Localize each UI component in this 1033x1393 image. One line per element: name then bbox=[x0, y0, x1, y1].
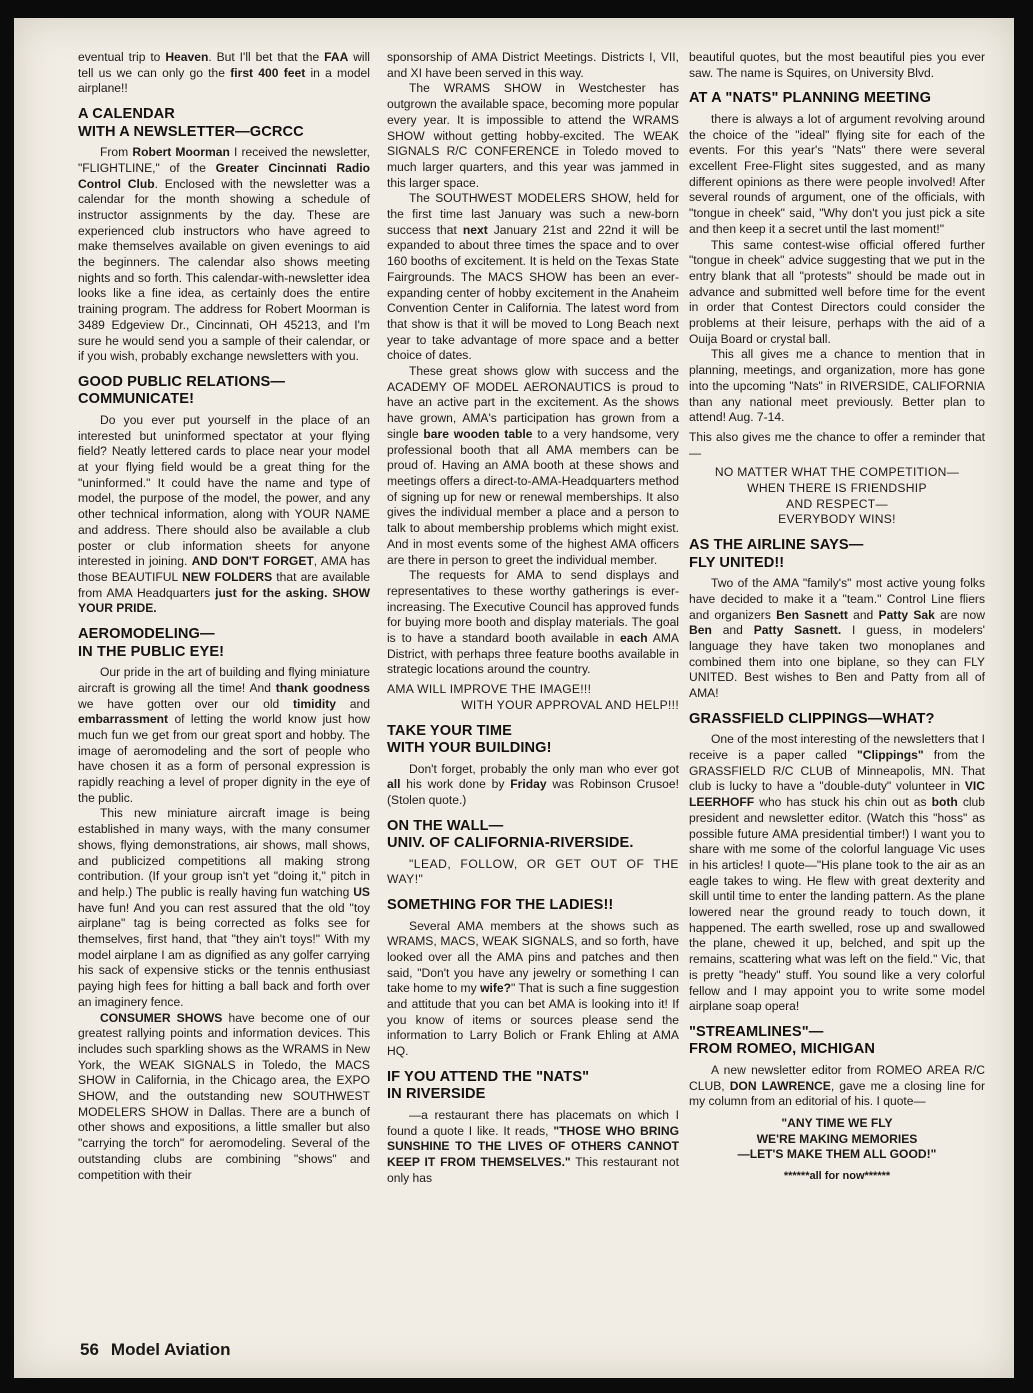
paragraph: Our pride in the art of building and flying miniature aircraft is growing all the time! And thank goodness we have gotten over our old timidity and embarrassment of letting the world know just how much fun we get from our great sport and hobby. The image of aeromodeling and the sort of people who have chosen it as a form of personal expression is rapidly reaching a level of proper dignity in the eye of the public. bbox=[78, 665, 370, 805]
paragraph: This same contest-wise official offered further "tongue in cheek" advice suggesting that we put in the entry blank that all "protests" should be made out in advance and submitted well before time for the event in order that Contest Directors could consider the problems at their leisure, perhaps with the aid of a Ouija Board or crystal ball. bbox=[689, 237, 985, 346]
column-1 bbox=[78, 50, 370, 1183]
paragraph: eventual trip to Heaven. But I'll bet that the FAA will tell us we can only go the first 400 feet in a model airplane!! bbox=[78, 50, 370, 96]
paragraph: This new miniature aircraft image is being established in many ways, with the many consumer shows, flying demonstrations, air shows, mall shows, and publicized competitions all making strong contribution. (If your group isn't yet "doing it," pitch in and help.) The public is really having fun watching US have fun! And you can rest assured that the old "toy airplane" tag is being corrected as folks see for themselves, first hand, that "they ain't toys!" With my model airplane I am as dignified as any golfer carrying his sack of expensive sticks or the tennis enthusiast paying high fees for hitting a ball back and forth over an imaginery fence. bbox=[78, 806, 370, 1009]
section-heading: AS THE AIRLINE SAYS— FLY UNITED!! bbox=[689, 537, 864, 571]
section-heading: "STREAMLINES"— FROM ROMEO, MICHIGAN bbox=[689, 1023, 876, 1058]
paragraph: CONSUMER SHOWS have become one of our greatest rallying points and information devices. This includes such sparkling shows as the WRAMS in New York, the WEAK SIGNALS in Toledo, the MACS SHOW in California, in the Chicago area, the EXPO SHOW, and the outstanding new SOUTHWEST MODELERS SHOW in Dallas. There are a bunch of other shows and expositions, a little smaller but also "carrying the torch" for aeromodeling. Several of the outstanding clubs are combining "shows" and competition with their bbox=[78, 1010, 370, 1182]
paragraph: —a restaurant there has placemats on which I found a quote I like. It reads, "THOSE WHO BRING SUNSHINE TO THE LIVES OF OTHERS CANNOT KEEP IT FROM THEMSELVES." This restaurant not only has bbox=[387, 1107, 680, 1185]
slogan: WITH YOUR APPROVAL AND HELP!!! bbox=[461, 697, 679, 712]
column-3 bbox=[689, 50, 985, 1185]
signoff: ******all for now****** bbox=[783, 1170, 891, 1183]
section-heading: IF YOU ATTEND THE "NATS" IN RIVERSIDE bbox=[387, 1068, 590, 1103]
magazine-page bbox=[14, 18, 1014, 1378]
paragraph: there is always a lot of argument revolving around the choice of the "ideal" flying site for each of the events. For this year's "Nats" there were several excellent Free-Flight sites suggested, and as many different opinions as there were people involved! After several rounds of argument, one of the officials, with "tongue in cheek" said, "Why don't you just pick a site and then keep it a secret until the last moment!" bbox=[689, 111, 985, 236]
column-2 bbox=[387, 50, 679, 1186]
paragraph: A new newsletter editor from ROMEO AREA R/C CLUB, DON LAWRENCE, gave me a closing line for my column from an editorial of his. I quote— bbox=[689, 1062, 986, 1109]
paragraph: From Robert Moorman I received the newsletter, "FLIGHTLINE," of the Greater Cincinnati Radio Control Club. Enclosed with the newsletter was a calendar for the month showing a schedule of instructor assignments by the day. These are experienced club instructors who have agreed to make themselves available on given evenings to aid the beginners. The calendar also shows meeting nights and so forth. This calendar-with-newsletter idea looks like a fine idea, as certainly does the entire training program. The address for Robert Moorman is 3489 Edgeview Dr., Cincinnati, OH 45213, and I'm sure he would send you a sample of their calendar, or if you wish, probably exchange newsletters with you. bbox=[78, 145, 371, 364]
section-heading: GOOD PUBLIC RELATIONS— COMMUNICATE! bbox=[78, 373, 286, 408]
paragraph: This also gives me the chance to offer a reminder that— bbox=[689, 429, 985, 460]
magazine-name: Model Aviation bbox=[110, 1340, 231, 1359]
paragraph: beautiful quotes, but the most beautiful pies you ever saw. The name is Squires, on University Blvd. bbox=[689, 50, 985, 80]
paragraph: sponsorship of AMA District Meetings. Districts I, VII, and XI have been served in this way. bbox=[387, 50, 679, 80]
section-heading: AT A "NATS" PLANNING MEETING bbox=[689, 90, 932, 107]
closing-quote: "ANY TIME WE FLY WE'RE MAKING MEMORIES —LET'S MAKE THEM ALL GOOD!" bbox=[737, 1116, 937, 1162]
paragraph: These great shows glow with success and the ACADEMY OF MODEL AERONAUTICS is proud to have an active part in the excitement. As the shows have grown, AMA's participation has grown from a single bare wooden table to a very handsome, very professional booth that all AMA members can be proud of. Having an AMA booth at these shows and meetings offers a direct-to-AMA-Headquarters method of signing up for new or renewal memberships. It also gives the individual member a place and a person to talk to about membership problems which might exist. And in most events some of the highest AMA officers are there in person to greet the individual member. bbox=[387, 364, 679, 567]
motto: NO MATTER WHAT THE COMPETITION— WHEN THERE IS FRIENDSHIP AND RESPECT— EVERYBODY WINS! bbox=[714, 465, 960, 527]
paragraph: Do you ever put yourself in the place of an interested but uninformed spectator at your flying field? Neatly lettered cards to place near your model at your flying field would be a great thing for the "uninformed." It could have the name and type of model, the purpose of the model, the power, and any other technical information, along with YOUR NAME and address. There should also be available a club poster or club information sheets for anyone interested in joining. AND DON'T FORGET, AMA has those BEAUTIFUL NEW FOLDERS that are available from AMA Headquarters just for the asking. SHOW YOUR PRIDE. bbox=[78, 412, 371, 616]
paragraph: Two of the AMA "family's" most active young folks have decided to make it a "team." Control Line fliers and organizers Ben Sasnett and Patty Sak are now Ben and Patty Sasnett. I guess, in modelers' language they have taken two monoplanes and combined them into one biplane, so they can FLY UNITED. Best wishes to Ben and Patty from all of AMA! bbox=[689, 576, 985, 701]
section-heading: SOMETHING FOR THE LADIES!! bbox=[387, 897, 614, 914]
paragraph: The requests for AMA to send displays and representatives to these worthy gatherings is ever-increasing. The Executive Council has approved funds for buying more booth and display materials. The goal is to have a standard booth available in each AMA District, with perhaps three feature booths available in strategic locations around the country. bbox=[387, 568, 679, 677]
slogan: AMA WILL IMPROVE THE IMAGE!!! bbox=[387, 682, 592, 697]
section-heading: TAKE YOUR TIME WITH YOUR BUILDING! bbox=[387, 722, 552, 757]
section-heading: GRASSFIELD CLIPPINGS—WHAT? bbox=[689, 710, 935, 727]
section-heading: A CALENDAR WITH A NEWSLETTER—GCRCC bbox=[78, 106, 304, 140]
section-heading: ON THE WALL— UNIV. OF CALIFORNIA-RIVERSIDE. bbox=[387, 817, 634, 852]
paragraph: The WRAMS SHOW in Westchester has outgrown the available space, becoming more popular every year. It is impossible to attend the WRAMS SHOW without getting hobby-excited. The WEAK SIGNALS R/C CONFERENCE in Toledo moved to much larger quarters, and this year was jammed in this larger space. bbox=[387, 81, 679, 190]
paragraph: One of the most interesting of the newsletters that I receive is a paper called "Clippings" from the GRASSFIELD R/C CLUB of Minneapolis, MN. That club is lucky to have a "double-duty" volunteer in VIC LEERHOFF who has stuck his chin out as both club president and newsletter editor. (Watch this "hoss" as possible future AMA presidential timber!) I want you to share with me some of the colorful language Vic uses in his articles! I quote—"His plane took to the air as an eagle takes to wing. He flew with great dexterity and skill until time to enter the landing pattern. As the plane lowered near the ground ready to touch down, it happened. The earth swelled, rose up and swallowed the plane, chewed it up, belched, and spit up the remains, scattering what was left on the field." Vic, that is pretty "heady" stuff. You sound like a very colorful fellow and I may appoint you to write some model airplane soap opera! bbox=[689, 732, 985, 1014]
page-number: 56 bbox=[80, 1340, 99, 1359]
paragraph: Don't forget, probably the only man who ever got all his work done by Friday was Robinson Crusoe! (Stolen quote.) bbox=[387, 761, 679, 807]
section-heading: AEROMODELING— IN THE PUBLIC EYE! bbox=[78, 626, 225, 660]
page-footer bbox=[80, 1340, 231, 1360]
paragraph: The SOUTHWEST MODELERS SHOW, held for the first time last January was such a new-born success that next January 21st and 22nd it will be expanded to about three times the space and to over 160 booths of excitement. It is held on the Texas State Fairgrounds. The MACS SHOW has been an ever-expanding center of hobby excitement in the Anaheim Convention Center in California. The latest word from that show is that it will be moved to Long Beach next year to take advantage of more space and a better choice of dates. bbox=[387, 191, 679, 363]
paragraph: Several AMA members at the shows such as WRAMS, MACS, WEAK SIGNALS, and so forth, have looked over all the AMA pins and patches and then said, "Don't you have any jewelry or something I can take home to my wife?" That is such a fine suggestion and attitude that you can bet AMA is looking into it! If you know of items or sources please send the information to Larry Bolich or Frank Ehling at AMA HQ. bbox=[387, 918, 679, 1059]
paragraph: This all gives me a chance to mention that in planning, meetings, and organization, more has gone into the upcoming "Nats" in RIVERSIDE, CALIFORNIA than any national meet previously. Better plan to attend! Aug. 7-14. bbox=[689, 347, 985, 425]
wall-quote: "LEAD, FOLLOW, OR GET OUT OF THE WAY!" bbox=[387, 856, 679, 887]
